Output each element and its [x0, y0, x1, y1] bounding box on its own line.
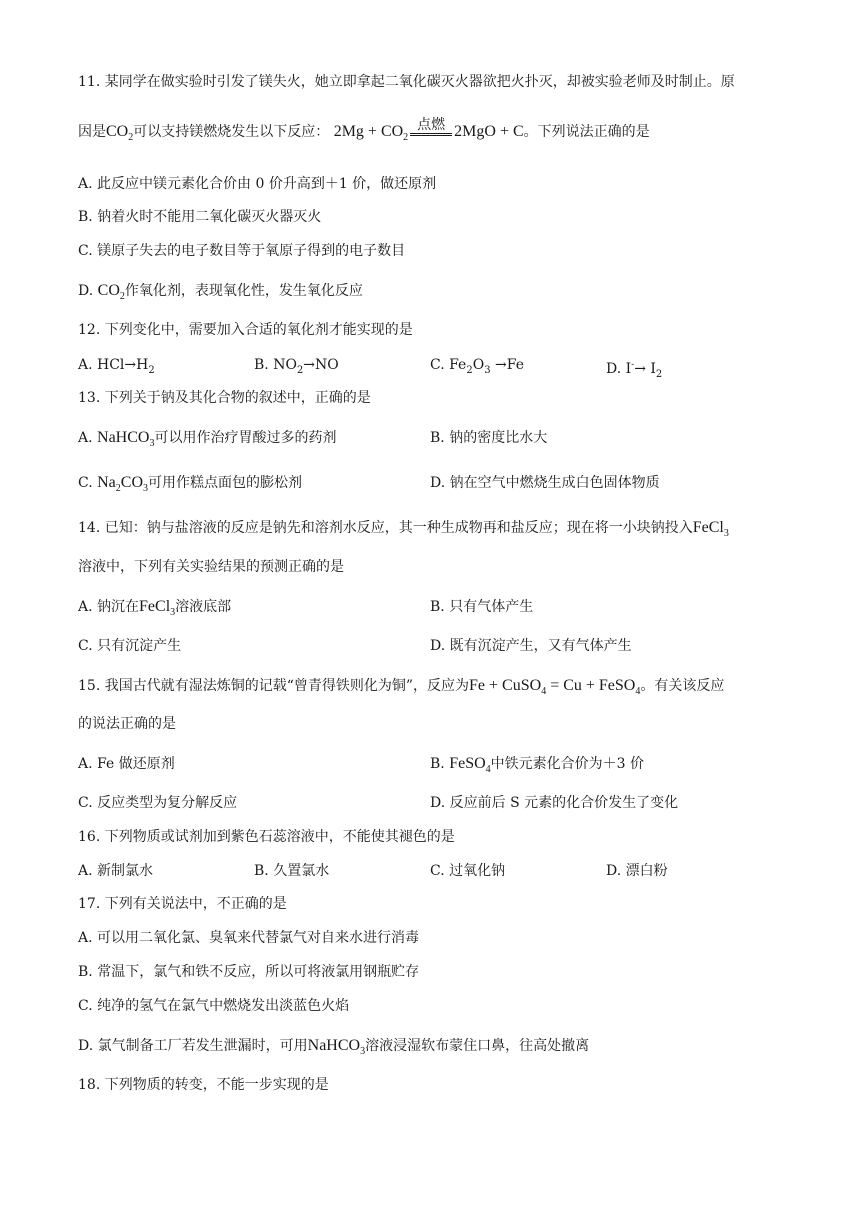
- q16-stem: 16. 下列物质或试剂加到紫色石蕊溶液中，不能使其褪色的是: [78, 829, 455, 845]
- q11-stem-line1: 11. 某同学在做实验时引发了镁失火，她立即拿起二氧化碳灭火器欲把火扑灭，却被实验老师及时制止。原: [78, 74, 735, 90]
- reaction-condition: 点燃: [410, 128, 452, 136]
- q13-option-c: C. $Na_2CO_3$可用作糕点面包的膨松剂: [78, 474, 303, 494]
- q15-stem-line1: 15. 我国古代就有湿法炼铜的记载“曾青得铁则化为铜”，反应为Fe + CuSO$_4$ = Cu + FeSO$_4$。有关该反应: [78, 677, 725, 697]
- q12-option-d: D. $I^-\to I_2$: [606, 360, 663, 380]
- q15-option-c: C. 反应类型为复分解反应: [78, 795, 238, 811]
- q12-option-a: A. $HCl\to H_2$: [78, 357, 155, 376]
- reaction-equation: $2Mg + CO_2$: [333, 123, 409, 143]
- q17-option-a: A. 可以用二氧化氯、臭氧来代替氯气对自来水进行消毒: [78, 930, 420, 946]
- q11-stem-line2: [78, 117, 650, 148]
- q13-option-a: A. NaHCO$_3$可以用作治疗胃酸过多的药剂: [78, 429, 337, 449]
- q16-option-d: D. 漂白粉: [606, 863, 668, 879]
- q17-stem: 17. 下列有关说法中，不正确的是: [78, 896, 287, 912]
- q11-option-d: D. $CO_2$作氧化剂，表现氧化性，发生氧化反应: [78, 282, 363, 302]
- q15-option-a: A. Fe 做还原剂: [78, 756, 175, 772]
- q18-stem: 18. 下列物质的转变，不能一步实现的是: [78, 1077, 329, 1093]
- co2-formula: $CO_2$: [97, 282, 125, 302]
- q13-option-b: B. 钠的密度比水大: [430, 430, 548, 446]
- q14-option-d: D. 既有沉淀产生，又有气体产生: [430, 638, 632, 654]
- q12-option-c: C. $Fe_2O_3 \to Fe$: [430, 357, 525, 376]
- q17-option-c: C. 纯净的氢气在氯气中燃烧发出淡蓝色火焰: [78, 998, 350, 1014]
- q15-option-b: B. FeSO$_4$中铁元素化合价为＋3 价: [430, 755, 645, 775]
- q12-option-b: B. $NO_2\to NO$: [254, 357, 339, 376]
- q16-option-b: B. 久置氯水: [254, 863, 330, 879]
- q14-option-a: A. 钠沉在FeCl$_3$溶液底部: [78, 598, 232, 618]
- q14-option-b: B. 只有气体产生: [430, 599, 534, 615]
- q13-stem: 13. 下列关于钠及其化合物的叙述中，正确的是: [78, 390, 371, 406]
- q16-option-c: C. 过氧化钠: [430, 863, 506, 879]
- q15-stem-line2: 的说法正确的是: [78, 716, 176, 732]
- q11-text: 因是: [78, 124, 106, 140]
- q12-stem: 12. 下列变化中，需要加入合适的氧化剂才能实现的是: [78, 322, 413, 338]
- q17-option-b: B. 常温下，氯气和铁不反应，所以可将液氯用钢瓶贮存: [78, 964, 420, 980]
- reaction-products: 2MgO + C: [454, 123, 524, 140]
- q13-option-d: D. 钠在空气中燃烧生成白色固体物质: [430, 475, 660, 491]
- q11-text: 。下列说法正确的是: [523, 124, 650, 140]
- q16-option-a: A. 新制氯水: [78, 863, 154, 879]
- q14-stem-line1: 14. 已知：钠与盐溶液的反应是钠先和溶剂水反应，其一种生成物再和盐反应；现在将一小块钠投入FeCl$_3$: [78, 519, 729, 539]
- q15-equation: Fe + CuSO$_4$ = Cu + FeSO$_4$: [469, 677, 641, 697]
- q11-option-b: B. 钠着火时不能用二氧化碳灭火器灭火: [78, 209, 322, 225]
- q11-text: 可以支持镁燃烧发生以下反应：: [133, 124, 330, 140]
- q11-option-c: C. 镁原子失去的电子数目等于氧原子得到的电子数目: [78, 243, 406, 259]
- co2-formula: $CO_2$: [106, 123, 134, 143]
- q14-option-c: C. 只有沉淀产生: [78, 638, 182, 654]
- q15-option-d: D. 反应前后 S 元素的化合价发生了变化: [430, 795, 679, 811]
- q11-option-a: A. 此反应中镁元素化合价由 0 价升高到＋1 价，做还原剂: [78, 176, 437, 192]
- q17-option-d: D. 氯气制备工厂若发生泄漏时，可用NaHCO$_3$溶液浸湿软布蒙住口鼻，往高处撤离: [78, 1037, 590, 1057]
- q14-stem-line2: 溶液中，下列有关实验结果的预测正确的是: [78, 559, 344, 575]
